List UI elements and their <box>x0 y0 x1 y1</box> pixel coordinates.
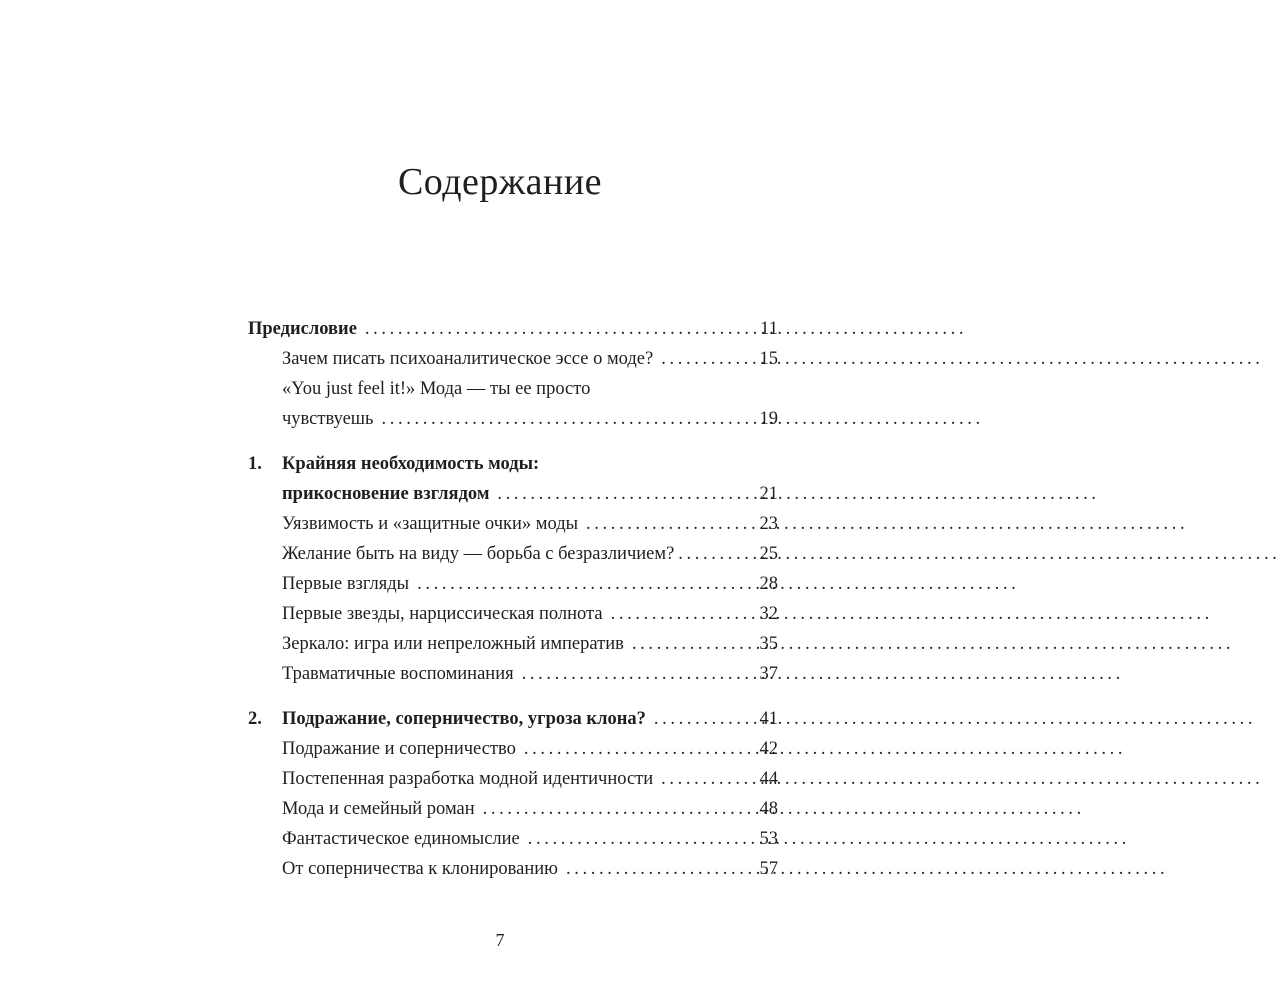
toc-entry-text: Зеркало: игра или непреложный императив <box>282 634 624 654</box>
dot-leader <box>381 404 748 434</box>
dot-leader <box>522 659 748 689</box>
dot-leader <box>661 764 748 794</box>
toc-entry[interactable] <box>248 734 778 764</box>
dot-leader <box>678 539 748 569</box>
toc-entry-text: Уязвимость и «защитные очки» моды <box>282 514 579 534</box>
toc-entry-text: «You just feel it!» Мода — ты ее просто <box>282 379 591 399</box>
toc-entry-text: Крайняя необходимость моды: <box>282 454 540 474</box>
toc-entry-text: прикосновение взглядом <box>282 484 490 504</box>
toc-page-number: 37 <box>759 664 778 684</box>
toc-entry[interactable] <box>248 824 778 854</box>
toc-chapter-1[interactable] <box>248 479 778 509</box>
dot-leader <box>566 854 748 884</box>
toc-entry[interactable] <box>248 509 778 539</box>
toc-entry-text: чувствуешь <box>282 409 374 429</box>
chapter-number: 2. <box>248 709 262 729</box>
toc-page-number: 21 <box>759 484 778 504</box>
toc-entry-text: Мода и семейный роман <box>282 799 475 819</box>
toc-entry[interactable] <box>248 539 778 569</box>
toc-entry-text: Подражание, соперничество, угроза клона? <box>282 709 646 729</box>
toc-chapter-preface[interactable] <box>248 314 778 344</box>
section-gap <box>248 689 778 704</box>
toc-entry[interactable] <box>248 404 778 434</box>
toc-entry[interactable] <box>248 764 778 794</box>
toc-entry[interactable] <box>248 629 778 659</box>
toc-page-number: 57 <box>759 859 778 879</box>
toc-entry-text: Желание быть на виду — борьба с безразличием? <box>282 544 675 564</box>
toc-entry-line[interactable] <box>248 374 778 404</box>
dot-leader <box>417 569 748 599</box>
toc-entry-text: Первые взгляды <box>282 574 410 594</box>
page-title: Содержание <box>397 161 603 203</box>
toc-page-number: 53 <box>759 829 778 849</box>
toc-page-number: 11 <box>760 319 778 339</box>
toc-entry[interactable] <box>248 854 778 884</box>
toc-page-number: 42 <box>759 739 778 759</box>
toc-page-number: 25 <box>759 544 778 564</box>
page-folio-number: 7 <box>495 930 505 950</box>
toc-entry-text: Постепенная разработка модной идентичности <box>282 769 654 789</box>
toc-page-number: 32 <box>759 604 778 624</box>
toc-page-number: 15 <box>759 349 778 369</box>
toc-page-number: 19 <box>759 409 778 429</box>
dot-leader <box>483 794 748 824</box>
dot-leader <box>661 344 748 374</box>
toc-page-number: 48 <box>759 799 778 819</box>
toc-entry-text: Предисловие <box>248 319 357 339</box>
dot-leader <box>632 629 748 659</box>
toc-page-number: 23 <box>759 514 778 534</box>
dot-leader <box>654 704 748 734</box>
dot-leader <box>528 824 748 854</box>
toc-entry[interactable] <box>248 569 778 599</box>
dot-leader <box>586 509 748 539</box>
toc-entry[interactable] <box>248 344 778 374</box>
toc-page-number: 44 <box>759 769 778 789</box>
toc-entry[interactable] <box>248 659 778 689</box>
toc-page-number: 28 <box>759 574 778 594</box>
toc-entry-text: Травматичные воспоминания <box>282 664 514 684</box>
toc-entry[interactable] <box>248 794 778 824</box>
toc-chapter-1-line[interactable] <box>248 449 778 479</box>
chapter-number: 1. <box>248 454 262 474</box>
toc-chapter-2[interactable] <box>248 704 778 734</box>
dot-leader <box>365 314 748 344</box>
toc-entry[interactable] <box>248 599 778 629</box>
toc-page-number: 35 <box>759 634 778 654</box>
dot-leader <box>497 479 748 509</box>
toc-entry-text: Фантастическое единомыслие <box>282 829 520 849</box>
dot-leader <box>611 599 748 629</box>
dot-leader <box>524 734 748 764</box>
toc-entry-text: Зачем писать психоаналитическое эссе о моде? <box>282 349 654 369</box>
table-of-contents <box>248 314 778 884</box>
toc-entry-text: Первые звезды, нарциссическая полнота <box>282 604 603 624</box>
toc-entry-text: Подражание и соперничество <box>282 739 516 759</box>
toc-page-number: 41 <box>759 709 778 729</box>
toc-entry-text: От соперничества к клонированию <box>282 859 559 879</box>
section-gap <box>248 434 778 449</box>
